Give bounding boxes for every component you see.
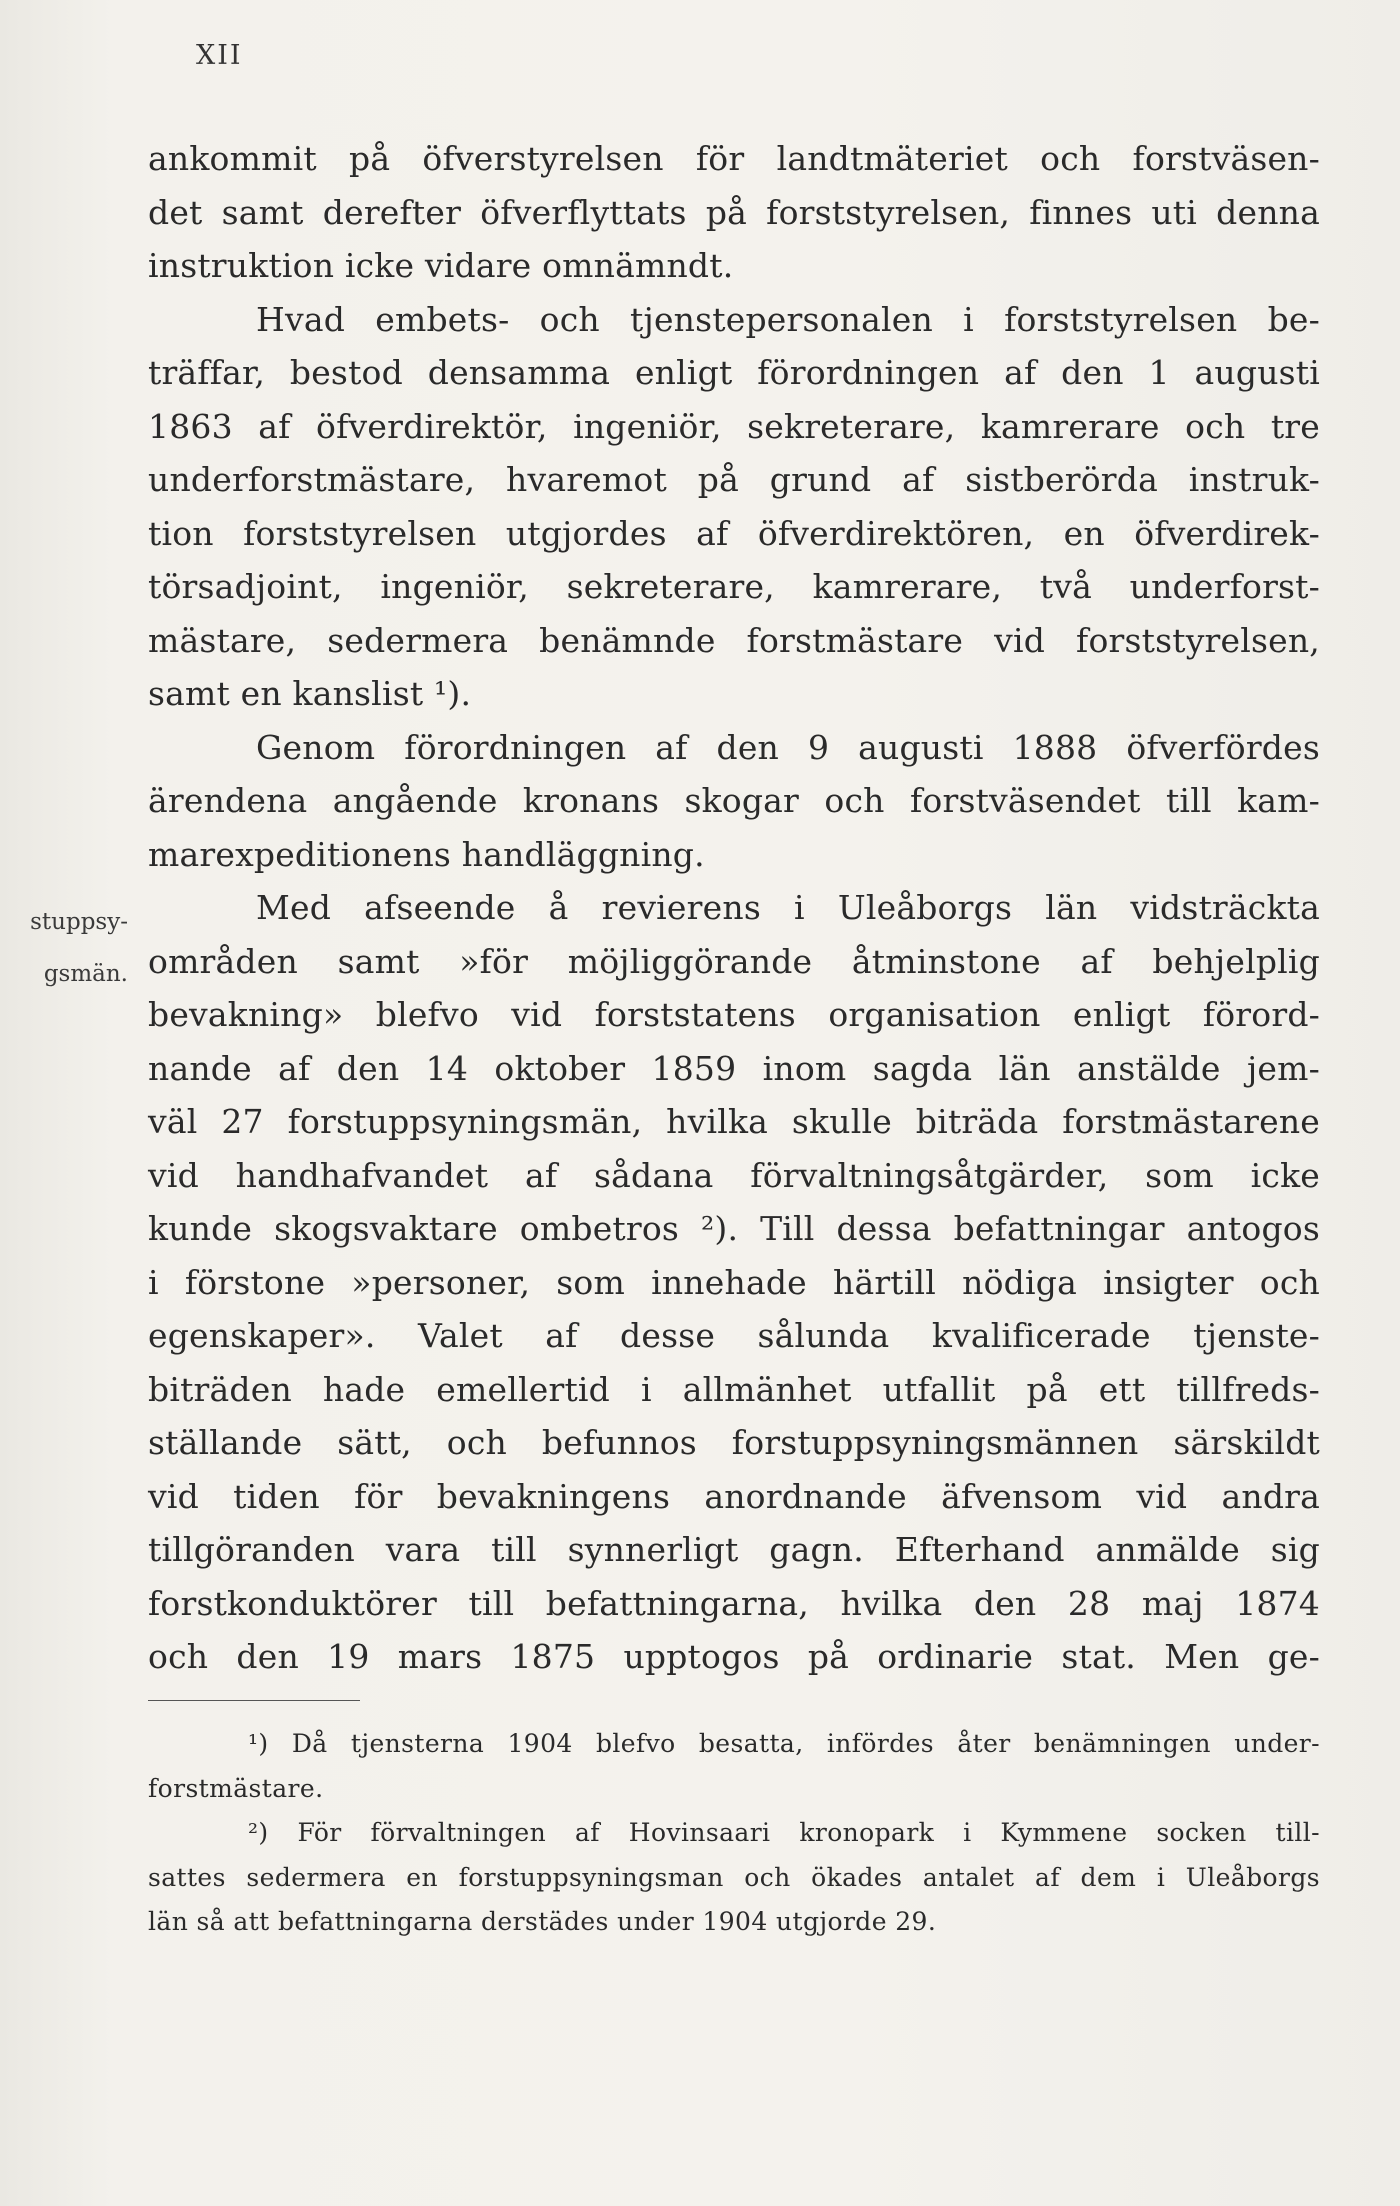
text-line: Med afseende å revierens i Uleåborgs län vidsträckta bbox=[256, 888, 1320, 927]
text-line: tillgöranden vara till synnerligt gagn. Efterhand anmälde sig bbox=[148, 1530, 1320, 1569]
text-line: tion forststyrelsen utgjordes af öfverdirektören, en öfverdirek- bbox=[148, 513, 1320, 553]
text-line: törsadjoint, ingeniör, sekreterare, kamrerare, två underforst- bbox=[148, 567, 1320, 606]
text-line: ställande sätt, och befunnos forstuppsyningsmännen särskildt bbox=[148, 1423, 1320, 1462]
text-line: i förstone »personer, som innehade härtill nödiga insigter och bbox=[148, 1262, 1320, 1302]
text-line: forstkonduktörer till befattningarna, hvilka den 28 maj 1874 bbox=[148, 1583, 1320, 1623]
text-line: vid tiden för bevakningens anordnande äfvensom vid andra bbox=[148, 1476, 1320, 1516]
text-line: Hvad embets- och tjenstepersonalen i forststyrelsen be- bbox=[256, 299, 1320, 339]
footnote-line: ¹) Då tjensterna 1904 blefvo besatta, infördes åter benämningen under- bbox=[248, 1729, 1320, 1758]
text-line: marexpeditionens handläggning. bbox=[148, 834, 705, 874]
text-line: områden samt »för möjliggörande åtminstone af behjelplig bbox=[148, 941, 1320, 981]
text-line: instruktion icke vidare omnämndt. bbox=[148, 246, 734, 285]
text-line: väl 27 forstuppsyningsmän, hvilka skulle biträda forstmästarene bbox=[148, 1102, 1320, 1141]
footnote-divider bbox=[148, 1700, 360, 1701]
footnote-line: län så att befattningarna derstädes under 1904 utgjorde 29. bbox=[148, 1907, 937, 1936]
footnote-line: ²) För förvaltningen af Hovinsaari kronopark i Kymmene socken till- bbox=[248, 1818, 1320, 1847]
body-text bbox=[148, 132, 1320, 1684]
text-line: träffar, bestod densamma enligt förordningen af den 1 augusti bbox=[148, 353, 1320, 392]
text-line: det samt derefter öfverflyttats på forststyrelsen, finnes uti denna bbox=[148, 192, 1320, 232]
margin-note-line: gsmän. bbox=[43, 961, 128, 987]
text-line: ankommit på öfverstyrelsen för landtmäteriet och forstväsen- bbox=[148, 139, 1320, 178]
footnote-line: forstmästare. bbox=[148, 1773, 324, 1803]
margin-note bbox=[0, 896, 140, 1000]
text-line: underforstmästare, hvaremot på grund af sistberörda instruk- bbox=[148, 460, 1320, 499]
text-line: mästare, sedermera benämnde forstmästare vid forststyrelsen, bbox=[148, 620, 1320, 660]
text-line: kunde skogsvaktare ombetros ²). Till dessa befattningar antogos bbox=[148, 1209, 1320, 1248]
text-line: 1863 af öfverdirektör, ingeniör, sekreterare, kamrerare och tre bbox=[148, 406, 1320, 446]
text-line: bevakning» blefvo vid forststatens organisation enligt förord- bbox=[148, 995, 1320, 1034]
text-line: Genom förordningen af den 9 augusti 1888 öfverfördes bbox=[256, 727, 1320, 767]
page-number: XII bbox=[196, 40, 243, 71]
text-line: och den 19 mars 1875 upptogos på ordinarie stat. Men ge- bbox=[148, 1637, 1320, 1676]
margin-note-line: stuppsy- bbox=[30, 909, 128, 935]
text-line: samt en kanslist ¹). bbox=[148, 674, 472, 713]
text-line: vid handhafvandet af sådana förvaltningsåtgärder, som icke bbox=[148, 1155, 1320, 1195]
text-line: biträden hade emellertid i allmänhet utfallit på ett tillfreds- bbox=[148, 1369, 1320, 1409]
text-line: egenskaper». Valet af desse sålunda kvalificerade tjenste- bbox=[148, 1316, 1320, 1355]
text-line: ärendena angående kronans skogar och forstväsendet till kam- bbox=[148, 781, 1320, 820]
text-line: nande af den 14 oktober 1859 inom sagda län anstälde jem- bbox=[148, 1048, 1320, 1088]
footnote-line: sattes sedermera en forstuppsyningsman och ökades antalet af dem i Uleåborgs bbox=[148, 1862, 1320, 1892]
footnotes bbox=[148, 1722, 1320, 1945]
